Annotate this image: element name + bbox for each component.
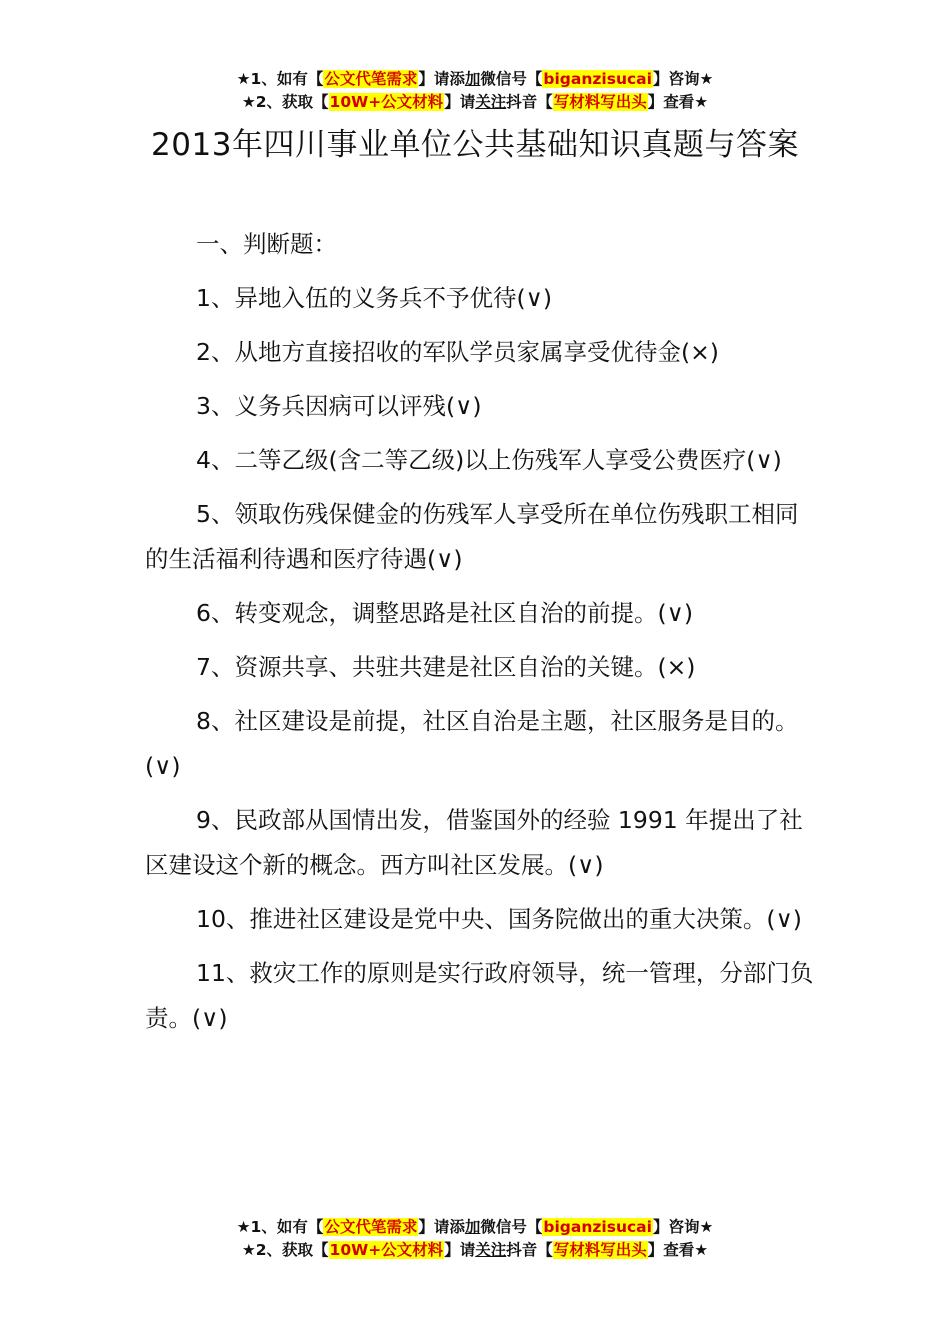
- question-item: 8、社区建设是前提，社区自治是主题，社区服务是目的。(∨): [145, 707, 799, 780]
- question-item: 9、民政部从国情出发，借鉴国外的经验 1991 年提出了社区建设这个新的概念。西方叫社区发展。(∨): [145, 806, 803, 879]
- banner-underlined-text: 关注: [475, 93, 507, 111]
- banner-text: ★1、如有【: [236, 1218, 324, 1236]
- highlight-wechat-id: biganzisucai: [543, 1218, 652, 1236]
- question-item: 7、资源共享、共驻共建是社区自治的关键。(×): [196, 653, 696, 681]
- banner-text: 】请: [444, 93, 476, 111]
- question-item: 6、转变观念，调整思路是社区自治的前提。(∨): [196, 599, 693, 627]
- document-title: 2013年四川事业单位公共基础知识真题与答案: [151, 127, 799, 163]
- banner-text: 微信号【: [480, 70, 543, 88]
- question-item: 2、从地方直接招收的军队学员家属享受优待金(×): [196, 338, 719, 366]
- banner-text: 微信号【: [480, 1218, 543, 1236]
- banner-text: 】咨询★: [652, 1218, 714, 1236]
- document-body: [145, 222, 817, 1050]
- question-item: 1、异地入伍的义务兵不予优待(∨): [196, 284, 552, 312]
- question-item: 11、救灾工作的原则是实行政府领导，统一管理，分部门负责。(∨): [145, 959, 814, 1032]
- highlight-douyin-account: 写材料写出头: [553, 93, 647, 111]
- banner-text: 】请: [444, 1241, 476, 1259]
- question-item: 3、义务兵因病可以评残(∨): [196, 392, 482, 420]
- highlight-materials: 10W+公文材料: [329, 1241, 444, 1259]
- banner-text: 】请添: [418, 70, 465, 88]
- question-item: 4、二等乙级(含二等乙级)以上伤残军人享受公费医疗(∨): [196, 446, 782, 474]
- banner-underlined-text: 加: [464, 70, 481, 88]
- banner-text: 】查看★: [647, 93, 709, 111]
- banner-line-2: [0, 1239, 950, 1262]
- banner-text: 抖音【: [506, 1241, 553, 1259]
- banner-line-1: [0, 1216, 950, 1239]
- section-heading: 一、判断题：: [196, 230, 337, 258]
- question-item: 5、领取伤残保健金的伤残军人享受所在单位伤残职工相同的生活福利待遇和医疗待遇(∨): [145, 500, 799, 573]
- banner-text: ★2、获取【: [241, 1241, 329, 1259]
- top-banner: [0, 68, 950, 114]
- question-item: 10、推进社区建设是党中央、国务院做出的重大决策。(∨): [196, 905, 802, 933]
- banner-underlined-text: 加: [464, 1218, 481, 1236]
- banner-line-2: [0, 91, 950, 114]
- banner-underlined-text: 关注: [475, 1241, 507, 1259]
- banner-text: ★1、如有【: [236, 70, 324, 88]
- banner-text: 抖音【: [506, 93, 553, 111]
- highlight-douyin-account: 写材料写出头: [553, 1241, 647, 1259]
- bottom-banner: [0, 1216, 950, 1262]
- highlight-service: 公文代笔需求: [324, 1218, 418, 1236]
- highlight-wechat-id: biganzisucai: [543, 70, 652, 88]
- banner-text: ★2、获取【: [241, 93, 329, 111]
- banner-text: 】咨询★: [652, 70, 714, 88]
- highlight-materials: 10W+公文材料: [329, 93, 444, 111]
- banner-line-1: [0, 68, 950, 91]
- highlight-service: 公文代笔需求: [324, 70, 418, 88]
- banner-text: 】请添: [418, 1218, 465, 1236]
- banner-text: 】查看★: [647, 1241, 709, 1259]
